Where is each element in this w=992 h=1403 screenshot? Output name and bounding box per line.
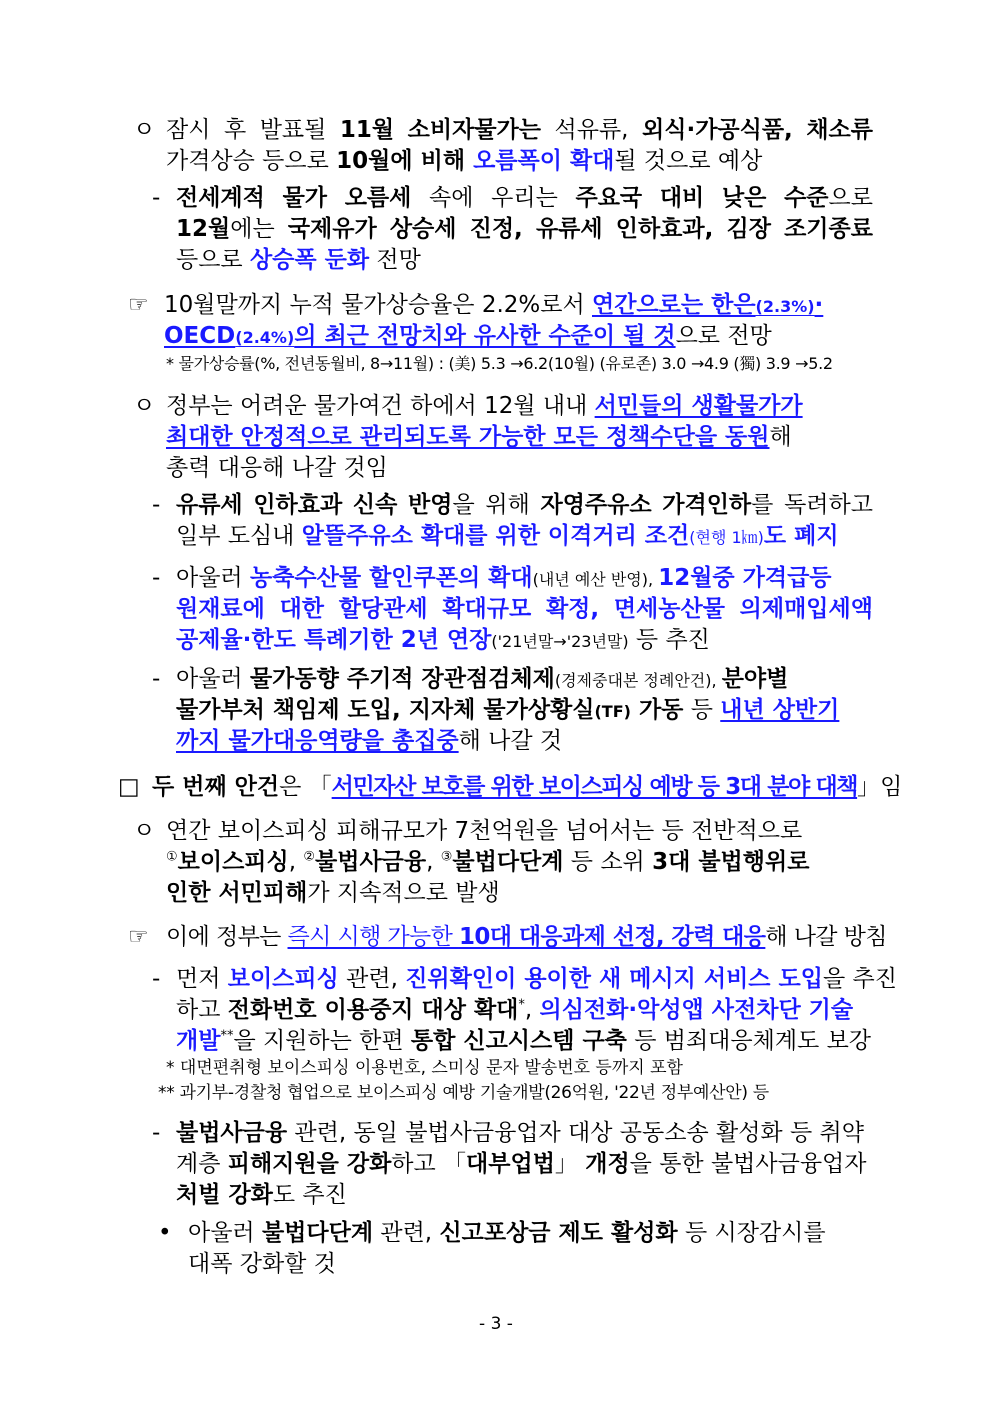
diamond-bullet-icon: • <box>158 1220 172 1246</box>
text-line: 처벌 강화도 추진 <box>176 1182 347 1208</box>
paragraph-fuel-tax <box>176 490 873 552</box>
paragraph-agri-coupons <box>176 563 873 656</box>
text-line: 일부 도심내 알뜰주유소 확대를 위한 이격거리 조건(현행 1㎞)도 폐지 <box>176 523 839 549</box>
dash-bullet: - <box>152 1120 161 1146</box>
text-line: 유류세 인하효과 신속 반영을 위해 자영주유소 가격인하를 독려하고 <box>176 492 873 518</box>
paragraph-illegal-lending <box>176 1118 873 1211</box>
paragraph-voice-phishing-measures <box>176 964 897 1057</box>
text-line: 총력 대응해 나갈 것임 <box>166 455 388 481</box>
text-line: 물가부처 책임제 도입, 지자체 물가상황실(TF) 가동 등 내년 상반기 <box>176 697 840 723</box>
page-number: - 3 - <box>479 1314 513 1334</box>
text-line: 대폭 강화할 것 <box>188 1251 336 1277</box>
text-line: 인한 서민피해가 지속적으로 발생 <box>166 880 500 906</box>
text-line: 등으로 상승폭 둔화 전망 <box>176 247 421 273</box>
circle-bullet-icon: ㅇ <box>133 393 156 419</box>
text-line: 연간 보이스피싱 피해규모가 7천억원을 넘어서는 등 전반적으로 <box>166 818 803 844</box>
paragraph-global-inflation <box>176 183 873 276</box>
paragraph-pyramid-scheme <box>188 1218 873 1280</box>
text-line: OECD(2.4%)의 최근 전망치와 유사한 수준이 될 것으로 전망 <box>164 323 772 349</box>
text-line: 아울러 농축수산물 할인쿠폰의 확대(내년 예산 반영), 12월중 가격급등 <box>176 565 832 591</box>
text-line: 까지 물가대응역량을 총집중해 나갈 것 <box>176 728 563 754</box>
paragraph-government-response <box>166 391 866 484</box>
text-line: 아울러 불법다단계 관련, 신고포상금 제도 활성화 등 시장감시를 <box>188 1220 826 1246</box>
text-line: 잠시 후 발표될 11월 소비자물가는 석유류, 외식·가공식품, 채소류 <box>166 117 873 143</box>
paragraph-cumulative-inflation <box>164 290 864 352</box>
circle-bullet-icon: ㅇ <box>133 818 156 844</box>
pointing-hand-icon: ☞ <box>128 292 149 318</box>
section-second-agenda <box>152 772 903 803</box>
text-line: 먼저 보이스피싱 관련, 진위확인이 용이한 새 메시지 서비스 도입을 추진 <box>176 966 897 992</box>
paragraph-ten-tasks <box>166 922 887 953</box>
text-line: 아울러 물가동향 주기적 장관점검체제(경제중대본 정례안건), 분야별 <box>176 666 789 692</box>
footnote: * 대면편취형 보이스피싱 이용번호, 스미싱 문자 발송번호 등까지 포함 <box>166 1058 683 1078</box>
checkbox-square-icon: □ <box>118 774 140 800</box>
pointing-hand-icon: ☞ <box>128 924 149 950</box>
footnote: * 물가상승률(%, 전년동월비, 8→11월) : (美) 5.3 →6.2(10월) (유로존) 3.0 →4.9 (獨) 3.9 →5.2 <box>166 354 833 373</box>
dash-bullet: - <box>152 492 161 518</box>
text-line: 개발**을 지원하는 한편 통합 신고시스템 구축 등 범죄대응체계도 보강 <box>176 1028 872 1054</box>
text-line: 최대한 안정적으로 관리되도록 가능한 모든 정책수단을 동원해 <box>166 424 792 450</box>
paragraph-cpi-forecast <box>166 115 873 177</box>
text-line: 10월말까지 누적 물가상승율은 2.2%로서 연간으로는 한은(2.3%)· <box>164 292 824 318</box>
text-line: 두 번째 안건은 「서민자산 보호를 위한 보이스피싱 예방 등 3대 분야 대책」임 <box>152 774 903 800</box>
text-line: 불법사금융 관련, 동일 불법사금융업자 대상 공동소송 활성화 등 취약 <box>176 1120 864 1146</box>
dash-bullet: - <box>152 666 161 692</box>
dash-bullet: - <box>152 565 161 591</box>
text-line: 공제율·한도 특례기한 2년 연장('21년말→'23년말) 등 추진 <box>176 627 710 653</box>
dash-bullet: - <box>152 966 161 992</box>
text-line: 계층 피해지원을 강화하고 「대부업법」 개정을 통한 불법사금융업자 <box>176 1151 867 1177</box>
text-line: 가격상승 등으로 10월에 비해 오름폭이 확대될 것으로 예상 <box>166 148 763 174</box>
paragraph-voice-phishing-damage <box>166 816 863 909</box>
footnote: ** 과기부-경찰청 협업으로 보이스피싱 예방 기술개발(26억원, '22년 정부예산안) 등 <box>158 1083 769 1103</box>
paragraph-price-monitoring <box>176 664 873 757</box>
circle-bullet-icon: ㅇ <box>133 117 156 143</box>
text-line: ①보이스피싱, ②불법사금융, ③불법다단계 등 소위 3대 불법행위로 <box>166 849 810 875</box>
text-line: 전세계적 물가 오름세 속에 우리는 주요국 대비 낮은 수준으로 <box>176 185 873 211</box>
text-line: 12월에는 국제유가 상승세 진정, 유류세 인하효과, 김장 조기종료 <box>176 216 873 242</box>
text-line: 정부는 어려운 물가여건 하에서 12월 내내 서민들의 생활물가가 <box>166 393 803 419</box>
text-line: 하고 전화번호 이용중지 대상 확대*, 의심전화·악성앱 사전차단 기술 <box>176 997 854 1023</box>
text-line: 이에 정부는 즉시 시행 가능한 10대 대응과제 선정, 강력 대응해 나갈 방침 <box>166 924 887 950</box>
dash-bullet: - <box>152 185 161 211</box>
text-line: 원재료에 대한 할당관세 확대규모 확정, 면세농산물 의제매입세액 <box>176 596 873 622</box>
